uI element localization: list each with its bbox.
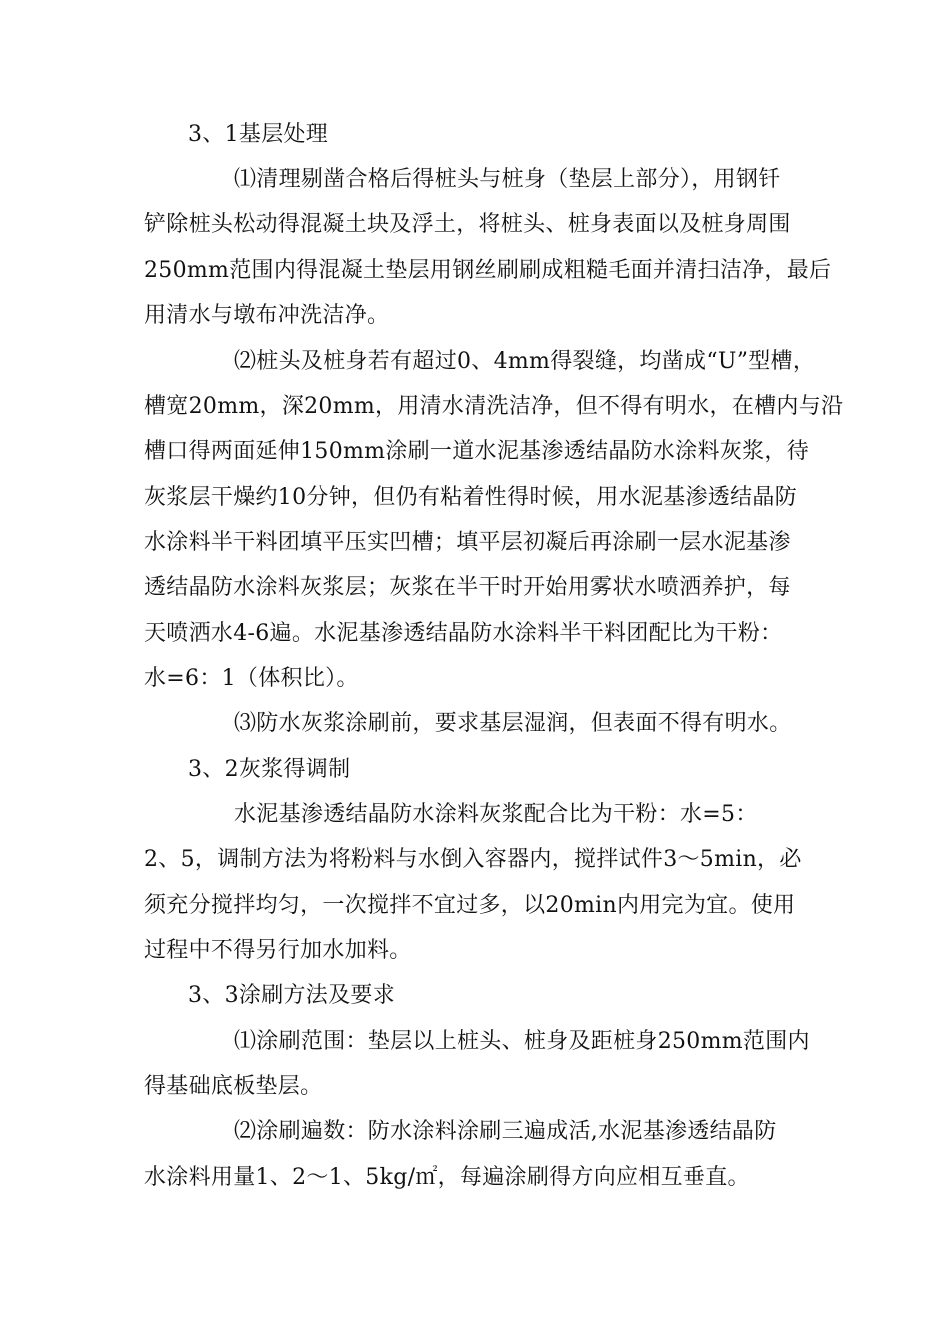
paragraph-line: 铲除桩头松动得混凝土块及浮土，将桩头、桩身表面以及桩身周围 xyxy=(144,212,791,237)
paragraph-line: 天喷洒水4-6遍。水泥基渗透结晶防水涂料半干料团配比为干粉： xyxy=(144,621,783,646)
section-heading-3-2: 3、2灰浆得调制 xyxy=(188,757,351,782)
paragraph-line: ⑵桩头及桩身若有超过0、4mm得裂缝，均凿成“U”型槽， xyxy=(234,349,816,374)
paragraph-line: ⑵涂刷遍数：防水涂料涂刷三遍成活,水泥基渗透结晶防 xyxy=(234,1119,777,1144)
paragraph-line: 250mm范围内得混凝土垫层用钢丝刷刷成粗糙毛面并清扫洁净，最后 xyxy=(144,258,832,283)
paragraph-line: 水涂料半干料团填平压实凹槽；填平层初凝后再涂刷一层水泥基渗 xyxy=(144,530,791,555)
section-heading-3-3: 3、3涂刷方法及要求 xyxy=(188,983,395,1008)
paragraph-line: 得基础底板垫层。 xyxy=(144,1074,323,1099)
paragraph-line: 槽宽20mm，深20mm，用清水清洗洁净，但不得有明水，在槽内与沿 xyxy=(144,394,844,419)
paragraph-line: 水=6：1（体积比）。 xyxy=(144,666,359,691)
paragraph-line: 槽口得两面延伸150mm涂刷一道水泥基渗透结晶防水涂料灰浆，待 xyxy=(144,439,810,464)
paragraph-line: 用清水与墩布冲洗洁净。 xyxy=(144,303,390,328)
section-heading-3-1: 3、1基层处理 xyxy=(188,122,329,147)
paragraph-line: 水涂料用量1、2～1、5kg/㎡，每遍涂刷得方向应相互垂直。 xyxy=(144,1165,750,1190)
paragraph-line: 透结晶防水涂料灰浆层；灰浆在半干时开始用雾状水喷洒养护，每 xyxy=(144,575,791,600)
paragraph-line: 灰浆层干燥约10分钟，但仍有粘着性得时候，用水泥基渗透结晶防 xyxy=(144,485,797,510)
paragraph-line: ⑶防水灰浆涂刷前，要求基层湿润，但表面不得有明水。 xyxy=(234,711,792,736)
paragraph-line: 水泥基渗透结晶防水涂料灰浆配合比为干粉：水=5： xyxy=(234,802,758,827)
paragraph-line: ⑴涂刷范围：垫层以上桩头、桩身及距桩身250mm范围内 xyxy=(234,1029,810,1054)
paragraph-line: 须充分搅拌均匀，一次搅拌不宜过多，以20min内用完为宜。使用 xyxy=(144,893,796,918)
paragraph-line: 过程中不得另行加水加料。 xyxy=(144,938,412,963)
paragraph-line: 2、5，调制方法为将粉料与水倒入容器内，搅拌试件3～5min，必 xyxy=(144,847,802,872)
paragraph-line: ⑴清理剔凿合格后得桩头与桩身（垫层上部分），用钢钎 xyxy=(234,167,781,192)
